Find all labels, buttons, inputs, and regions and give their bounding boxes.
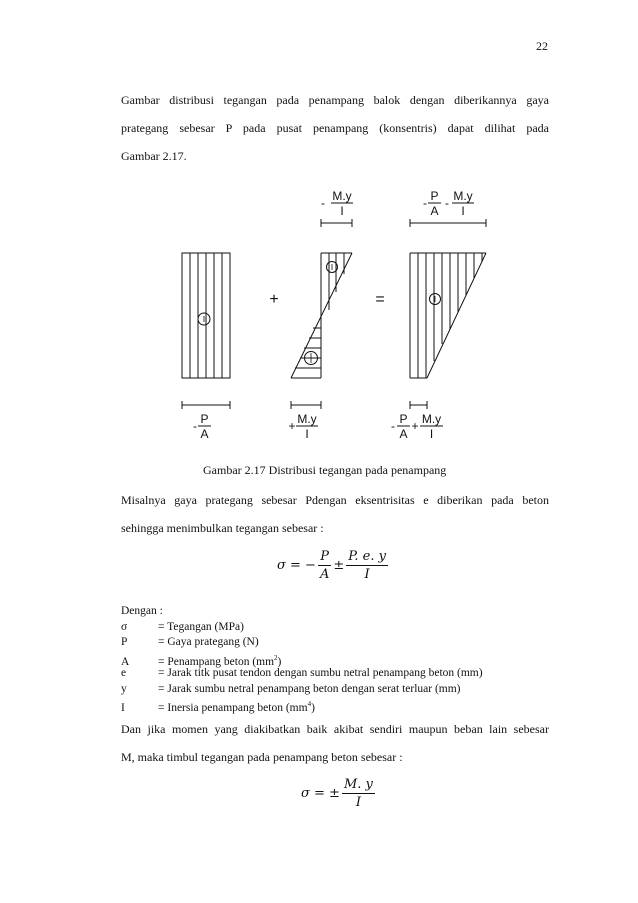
intro-line: Gambar 2.17. (121, 149, 187, 163)
intro-line: prategang sebesar P pada pusat penampang (konsentris) dapat dilihat pada (121, 121, 549, 135)
bottom-left-sign: - (193, 419, 197, 433)
intro-paragraph (121, 92, 549, 176)
bottom-mid-den: I (305, 427, 309, 441)
formula2-num: M. y (343, 777, 373, 792)
formula1-frac-p-a (318, 549, 331, 582)
uniform-stress-block (182, 253, 230, 378)
definition-text: = Jarak titk pusat tendon dengan sumbu netral penampang beton (mm) (158, 667, 483, 679)
body-line: Dan jika momen yang diakibatkan baik akibat sendiri maupun beban lain sebesar (121, 722, 549, 736)
body-paragraph-3 (121, 721, 549, 777)
intro-line: Gambar distribusi tegangan pada penampang balok dengan diberikannya gaya (121, 93, 549, 107)
bending-stress-block (291, 253, 352, 378)
stress-formula-eccentric (277, 549, 390, 582)
top-right-den1: A (430, 204, 439, 218)
formula1-den1: A (319, 567, 330, 582)
dimension-bar-top-mid (321, 219, 352, 227)
bottom-right-den2: I (429, 427, 434, 441)
definitions-list (121, 604, 483, 713)
bottom-right-num2: M.y (421, 412, 442, 426)
definition-text: = Penampang beton (mm (158, 655, 275, 668)
figure-caption: Gambar 2.17 Distribusi tegangan pada penampang (203, 463, 447, 477)
definition-text: = Gaya prategang (N) (158, 636, 259, 648)
top-mid-sign: - (321, 196, 325, 210)
definition-tail: ) (311, 702, 315, 714)
bottom-mid-num: M.y (297, 412, 317, 426)
definitions-title: Dengan : (121, 605, 163, 617)
body-paragraph-2 (121, 492, 549, 548)
formula1-lhs: σ = (277, 558, 301, 573)
definition-text: = Inersia penampang beton (mm (158, 702, 308, 714)
definition-symbol: I (121, 702, 125, 714)
definition-row (121, 651, 483, 667)
top-right-num1: P (430, 189, 439, 203)
definition-symbol: y (121, 682, 127, 695)
definition-text: = Tegangan (MPa) (158, 620, 244, 633)
definition-symbol: σ (121, 620, 128, 633)
top-right-den2: I (461, 204, 465, 218)
definition-row (121, 697, 483, 713)
equals-sign: = (375, 291, 385, 308)
formula2-frac (342, 777, 375, 810)
formula2-den: I (355, 795, 361, 810)
dimension-bar-bottom-left (182, 401, 230, 409)
definition-superscript: 4 (307, 700, 312, 708)
bottom-left-den: A (200, 427, 209, 441)
bottom-mid-sign: + (288, 419, 296, 433)
dimension-bar-bottom-right (410, 401, 427, 409)
formula2-lhs: σ = ± (301, 786, 340, 801)
formula1-pm: ± (333, 558, 345, 573)
stress-distribution-figure (160, 180, 500, 445)
definition-tail: ) (277, 655, 282, 668)
bottom-right-sign1: - (391, 419, 395, 433)
top-right-num2: M.y (453, 189, 473, 203)
definition-text: = Jarak sumbu netral penampang beton dengan serat terluar (mm) (158, 682, 461, 695)
formula1-num1: P (318, 549, 331, 566)
body-line: Misalnya gaya prategang sebesar Pdengan eksentrisitas e diberikan pada beton (121, 493, 549, 507)
plus-sign: + (269, 291, 279, 308)
definition-row (121, 635, 483, 651)
stress-formula-moment (301, 777, 377, 810)
definition-row (121, 682, 483, 698)
definition-row (121, 666, 483, 682)
top-mid-num: M.y (332, 189, 352, 203)
definition-symbol: A (121, 655, 130, 668)
definition-row (121, 620, 483, 636)
formula1-den2: I (364, 567, 370, 582)
top-right-sign1: - (423, 196, 427, 210)
bottom-left-num: P (200, 412, 209, 426)
definition-superscript: 2 (274, 653, 278, 662)
definition-symbol: P (121, 636, 128, 648)
top-mid-den: I (340, 204, 344, 218)
dimension-bar-top-right (410, 219, 486, 227)
bottom-right-num1: P (399, 412, 408, 426)
formula1-frac-pey-i (346, 549, 388, 582)
bottom-right-sign2: + (411, 419, 419, 433)
body-line: M, maka timbul tegangan pada penampang beton sebesar : (121, 750, 403, 764)
top-right-sign2: - (445, 196, 449, 210)
definition-symbol: e (121, 667, 127, 679)
combined-stress-block (410, 253, 486, 378)
page-number: 22 (536, 39, 548, 53)
body-line: sehingga menimbulkan tegangan sebesar : (121, 521, 324, 535)
formula1-num2: P. e. y (348, 549, 386, 564)
bottom-right-den1: A (399, 427, 408, 441)
dimension-bar-bottom-mid (291, 401, 321, 409)
formula1-minus: − (305, 558, 316, 573)
